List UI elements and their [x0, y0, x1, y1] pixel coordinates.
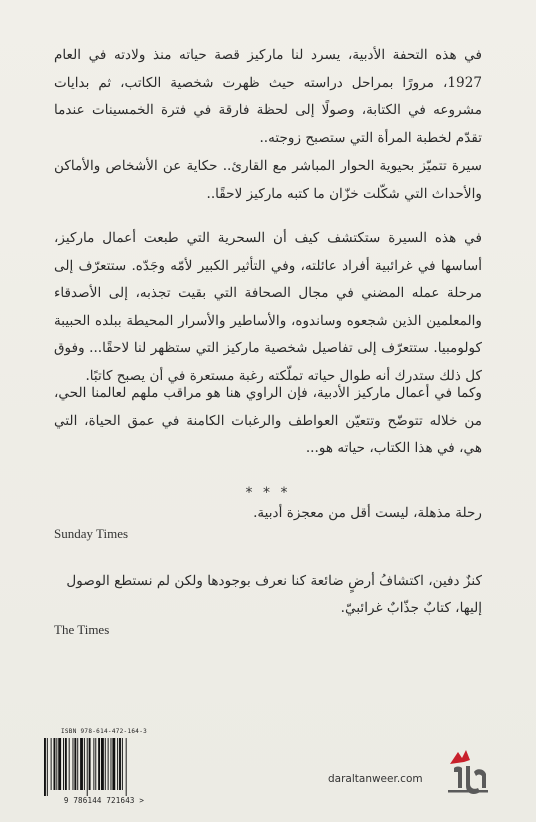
isbn-label: ISBN 978-614-472-164-3 — [60, 728, 148, 735]
barcode-bar — [69, 738, 70, 790]
barcode-bar — [93, 738, 94, 790]
barcode-block — [40, 728, 168, 808]
blurb-paragraph-4 — [54, 380, 482, 463]
paragraph-text: في هذه التحفة الأدبية، يسرد لنا ماركيز قصة حياته منذ ولادته في العام 1927، مرورًا بمراحل دراسته حيث ظهرت شخصية الكاتب، ثم بدايات مشروعه في الكتابة، وصولًا إلى لحظة فارقة في فترة الخمسينات عندما تقدّم لخطبة المرأة التي ستصبح زوجته.. — [54, 47, 482, 146]
section-separator: * * * — [245, 485, 291, 501]
tanweer-logo-icon — [440, 744, 496, 800]
barcode-bar — [122, 738, 123, 790]
barcode-bar — [126, 738, 127, 796]
paragraph-text: سيرة تتميّز بحيوية الحوار المباشر مع القارئ.. حكاية عن الأشخاص والأماكن والأحداث التي شكّلت خزّان ما كتبه ماركيز لاحقًا.. — [54, 158, 482, 202]
barcode-bar — [84, 738, 85, 790]
barcode-bar — [98, 738, 100, 790]
barcode-bar — [74, 738, 76, 790]
barcode-bar — [80, 738, 83, 790]
barcode-digits: 9 786144 721643 > — [63, 796, 145, 805]
barcode-bar — [111, 738, 112, 790]
barcode-bar — [89, 738, 91, 790]
review-quote-1: رحلة مذهلة، ليست أقل من معجزة أدبية. — [253, 505, 482, 521]
barcode-bar — [77, 738, 78, 790]
barcode-bar — [108, 738, 109, 790]
barcode-bar — [54, 738, 56, 790]
paragraph-text: في هذه السيرة ستكتشف كيف أن السحرية التي طبعت أعمال ماركيز، أساسها في غرائبية أفراد عائلته، وفي التأثير الكبير لأمّه وجَدّه. ستتعرّف إلى مرحلة عمله المضني في مجال الصحافة التي بقيت تجذبه، إلى الأصدقاء والمعلمين الذين شجعوه وساندوه، والأساطير والأسرار المحيطة ببلده الحبيبة كولومبيا. ستتعرّف إلى تفاصيل شخصية ماركيز التي ستظهر لنا لاحقًا... وفوق كل ذلك ستدرك أنه طوال حياته تملّكته رغبة مستعرة في أن يصبح كاتبًا. — [54, 230, 482, 384]
barcode-bar — [119, 738, 121, 790]
review-source-2: The Times — [54, 622, 110, 637]
barcode-bar — [47, 738, 48, 796]
barcode-bar — [87, 738, 88, 796]
barcode-bar — [117, 738, 118, 790]
barcode-bar — [65, 738, 67, 790]
barcode-bar — [51, 738, 52, 790]
barcode-bar — [58, 738, 61, 790]
review-source-1: Sunday Times — [54, 526, 129, 541]
blurb-paragraph-2 — [54, 153, 482, 208]
barcode-bar — [63, 738, 64, 790]
publisher-website: daraltanweer.com — [328, 773, 423, 785]
barcode-bar — [73, 738, 74, 790]
barcode-icon — [42, 738, 166, 796]
barcode-bar — [44, 738, 46, 796]
review-quote-2: كنزٌ دفين، اكتشافُ أرضٍ ضائعة كنا نعرف بوجودها ولكن لم نستطع الوصول إليها، كتابٌ جذّابٌ غرائبيّ. — [66, 573, 482, 616]
blurb-paragraph-3 — [54, 225, 482, 390]
barcode-bar — [105, 738, 106, 790]
barcode-bar — [101, 738, 104, 790]
paragraph-text: وكما في أعمال ماركيز الأدبية، فإن الراوي هنا هو مراقب ملهم لعالمنا الحي، من خلاله تتوضّح وتتعيّن العواطف والرغبات الكامنة في عمق الحياة، التي هي، في هذا الكتاب، حياته هو... — [54, 385, 482, 456]
blurb-paragraph-1 — [54, 42, 482, 152]
barcode-bar — [56, 738, 57, 790]
barcode-bar — [112, 738, 115, 790]
barcode-bar — [95, 738, 96, 790]
